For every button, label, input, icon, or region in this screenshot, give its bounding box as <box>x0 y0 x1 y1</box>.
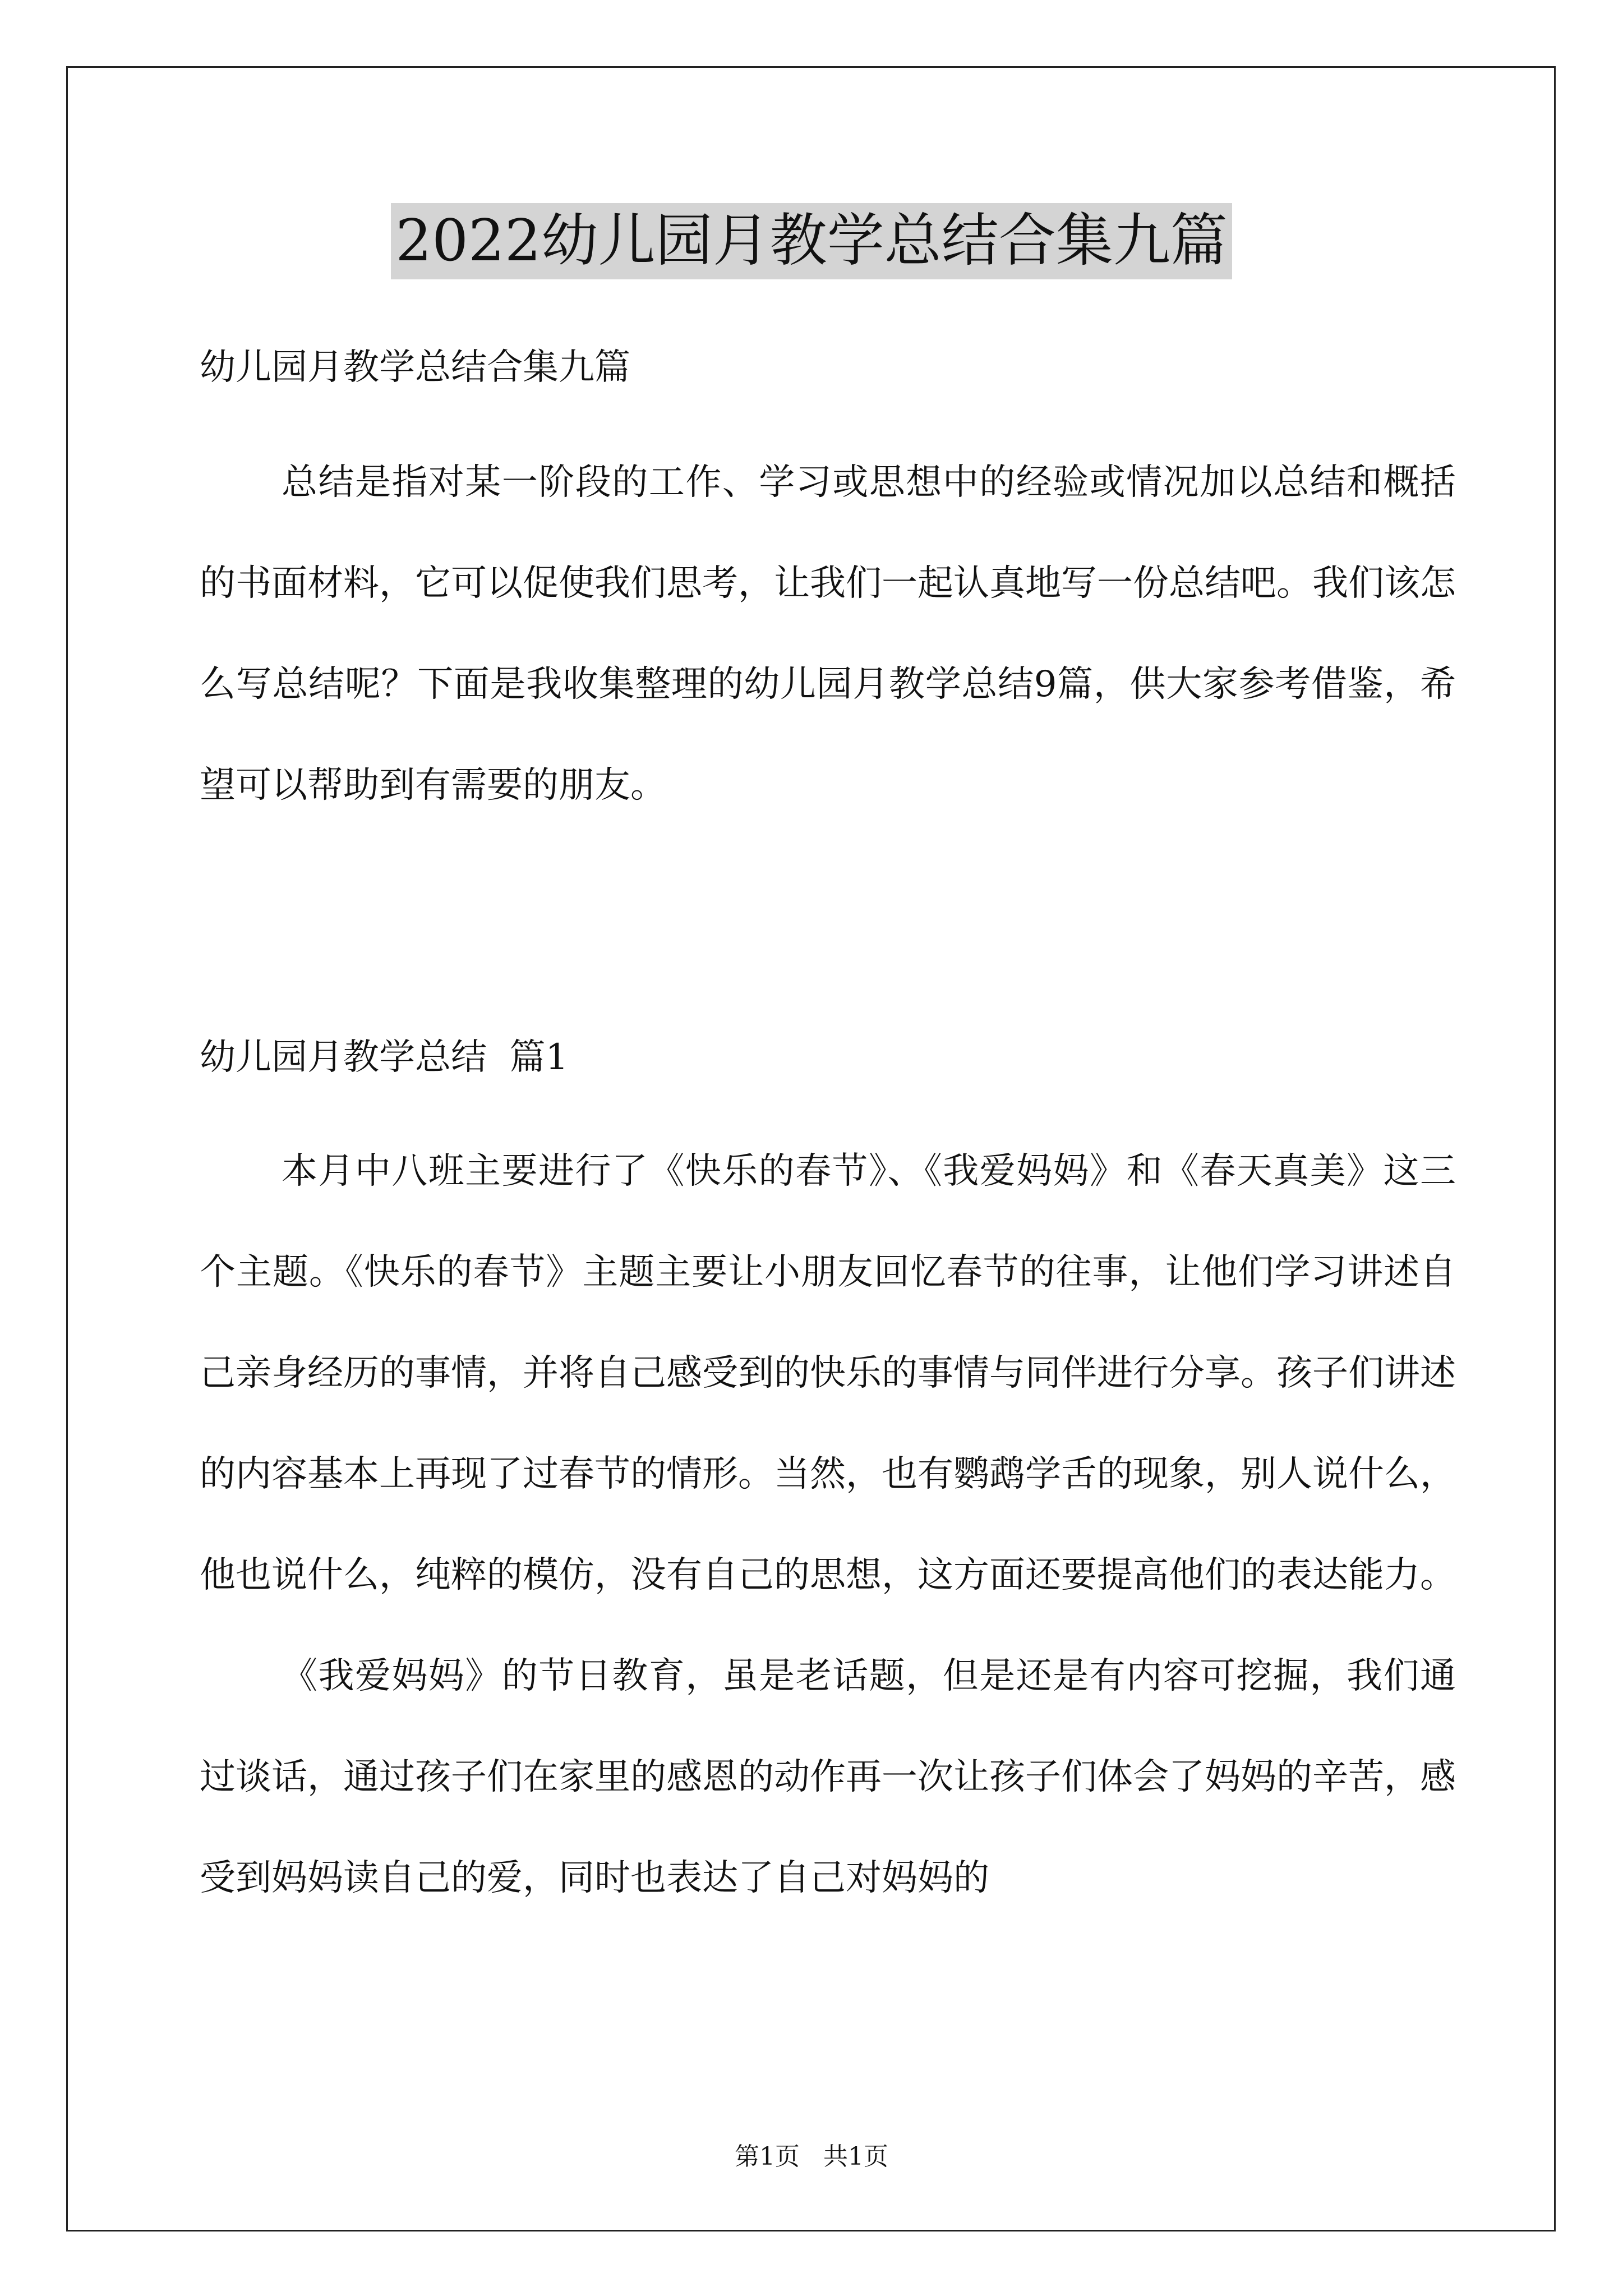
body-paragraph-2: 《我爱妈妈》的节日教育，虽是老话题，但是还是有内容可挖掘，我们通过谈话，通过孩子们在家里的感恩的动作再一次让孩子们体会了妈妈的辛苦，感受到妈妈读自己的爱，同时也表达了自己对妈妈的 <box>200 1655 1456 1899</box>
intro-paragraph: 总结是指对某一阶段的工作、学习或思想中的经验或情况加以总结和概括的书面材料，它可以促使我们思考，让我们一起认真地写一份总结吧。我们该怎么写总结呢？下面是我收集整理的幼儿园月教学总结9篇，供大家参考借鉴，希望可以帮助到有需要的朋友。 <box>200 462 1456 806</box>
title-container <box>0 203 1623 279</box>
page-footer: 第1页 共1页 <box>735 2142 888 2171</box>
body-paragraph-1: 本月中八班主要进行了《快乐的春节》、《我爱妈妈》和《春天真美》这三个主题。《快乐的春节》主题主要让小朋友回忆春节的往事，让他们学习讲述自己亲身经历的事情，并将自己感受到的快乐的事情与同伴进行分享。孩子们讲述的内容基本上再现了过春节的情形。当然，也有鹦鹉学舌的现象，别人说什么，他也说什么，纯粹的模仿，没有自己的思想，这方面还要提高他们的表达能力。 <box>200 1151 1456 1596</box>
document-subtitle: 幼儿园月教学总结合集九篇 <box>200 347 630 388</box>
section-heading: 幼儿园月教学总结 篇1 <box>200 1037 569 1078</box>
document-body <box>200 314 1456 1929</box>
document-title: 2022幼儿园月教学总结合集九篇 <box>391 203 1232 279</box>
